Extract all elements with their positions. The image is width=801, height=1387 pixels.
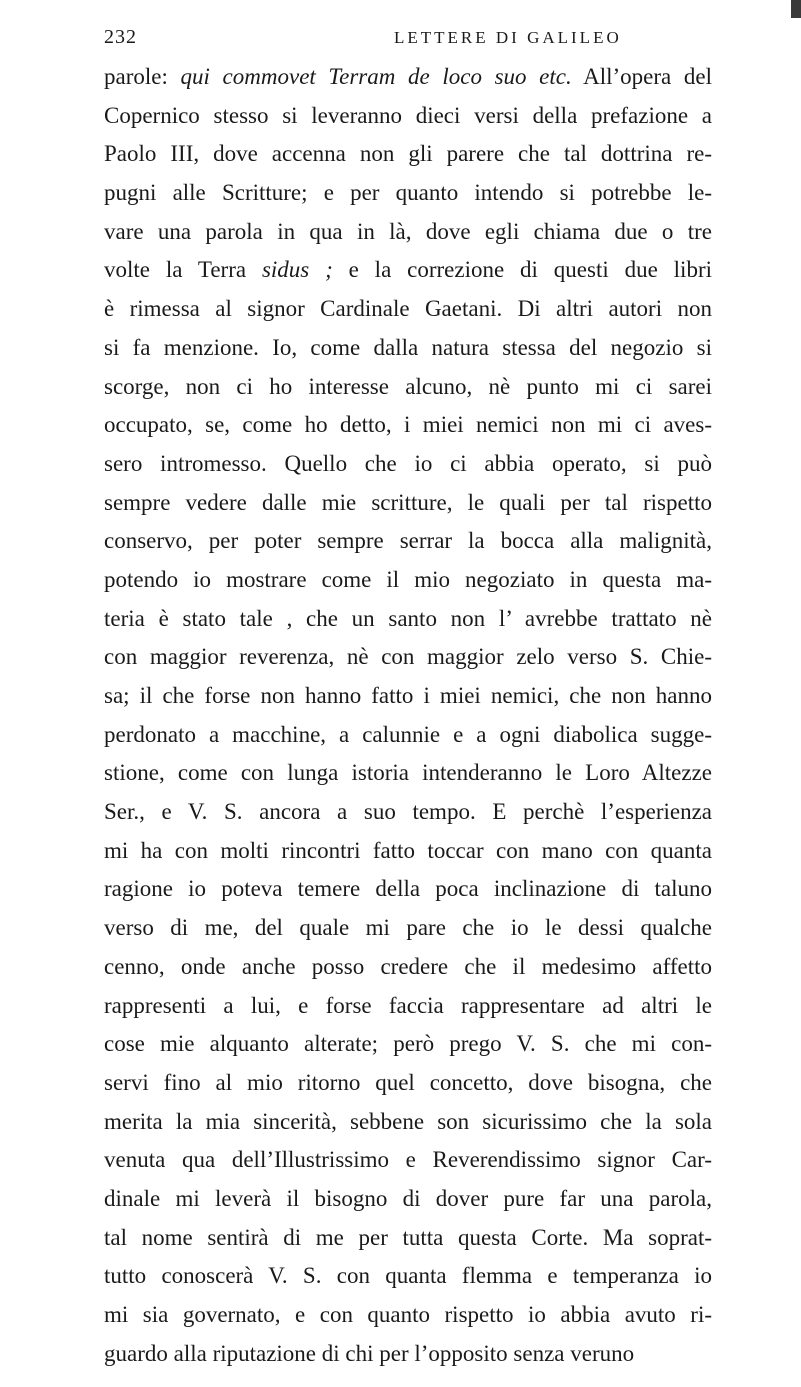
text-line: tal nome sentirà di me per tutta questa Corte. Ma soprat- (104, 1224, 712, 1250)
text-fragment: e la correzione di questi due libri (332, 257, 712, 283)
text-line: è rimessa al signor Cardinale Gaetani. Di altri autori non (104, 296, 712, 322)
page-edge-mark (791, 0, 801, 18)
text-line: Copernico stesso si leveranno dieci versi della prefazione a (104, 102, 712, 128)
text-line: sempre vedere dalle mie scritture, le quali per tal rispetto (104, 489, 712, 515)
running-title: LETTERE DI GALILEO (394, 28, 622, 47)
text-line: perdonato a macchine, a calunnie e a ogni diabolica sugge- (104, 721, 712, 747)
text-line: si fa menzione. Io, come dalla natura stessa del negozio si (104, 334, 712, 360)
page-number: 232 (104, 26, 137, 48)
text-line: sero intromesso. Quello che io ci abbia operato, si può (104, 450, 712, 476)
text-line: ragione io poteva temere della poca inclinazione di taluno (104, 876, 712, 902)
text-line: rappresenti a lui, e forse faccia rappresentare ad altri le (104, 992, 712, 1018)
latin-quote: qui commovet Terram de loco suo etc. (180, 64, 572, 89)
text-line: guardo alla riputazione di chi per l’opposito senza veruno (104, 1340, 635, 1366)
text-line: scorge, non ci ho interesse alcuno, nè punto mi ci sarei (104, 373, 712, 399)
text-line: sa; il che forse non hanno fatto i miei nemici, che non hanno (104, 683, 712, 708)
latin-word: sidus ; (261, 257, 333, 283)
text-line: stione, come con lunga istoria intenderanno le Loro Altezze (104, 760, 712, 786)
text-fragment: parole: (104, 64, 181, 89)
text-line: servi fino al mio ritorno quel concetto, dove bisogna, che (104, 1069, 712, 1095)
text-line: mi ha con molti rincontri fatto toccar con mano con quanta (104, 837, 712, 863)
text-line: occupato, se, come ho detto, i miei nemici non mi ci aves- (104, 412, 712, 438)
text-line (104, 251, 712, 290)
text-line (104, 58, 712, 97)
text-line: conservo, per poter sempre serrar la bocca alla malignità, (104, 528, 712, 554)
text-line: potendo io mostrare come il mio negoziato in questa ma- (104, 566, 712, 592)
text-line: vare una parola in qua in là, dove egli chiama due o tre (104, 218, 712, 244)
text-line: con maggior reverenza, nè con maggior zelo verso S. Chie- (104, 644, 712, 670)
text-line: teria è stato tale , che un santo non l’ avrebbe trattato nè (104, 605, 712, 631)
text-fragment: All’opera del (571, 64, 713, 89)
running-head (104, 26, 714, 56)
text-line: merita la mia sincerità, sebbene son sicurissimo che la sola (104, 1108, 712, 1134)
text-line: cose mie alquanto alterate; però prego V. S. che mi con- (104, 1031, 712, 1057)
text-line: dinale mi leverà il bisogno di dover pure far una parola, (104, 1185, 712, 1211)
body-text (104, 58, 712, 1373)
text-line: mi sia governato, e con quanto rispetto io abbia avuto ri- (104, 1302, 712, 1327)
text-line: cenno, onde anche posso credere che il medesimo affetto (104, 953, 712, 979)
text-line: tutto conoscerà V. S. con quanta flemma e temperanza io (104, 1263, 712, 1289)
text-fragment: volte la Terra (104, 257, 262, 283)
text-line: Ser., e V. S. ancora a suo tempo. E perchè l’esperienza (104, 799, 712, 825)
text-line: Paolo III, dove accenna non gli parere che tal dottrina re- (104, 141, 712, 167)
text-line: pugni alle Scritture; e per quanto intendo si potrebbe le- (104, 180, 712, 206)
text-line: verso di me, del quale mi pare che io le dessi qualche (104, 915, 712, 941)
text-line: venuta qua dell’Illustrissimo e Reverendissimo signor Car- (104, 1147, 712, 1173)
